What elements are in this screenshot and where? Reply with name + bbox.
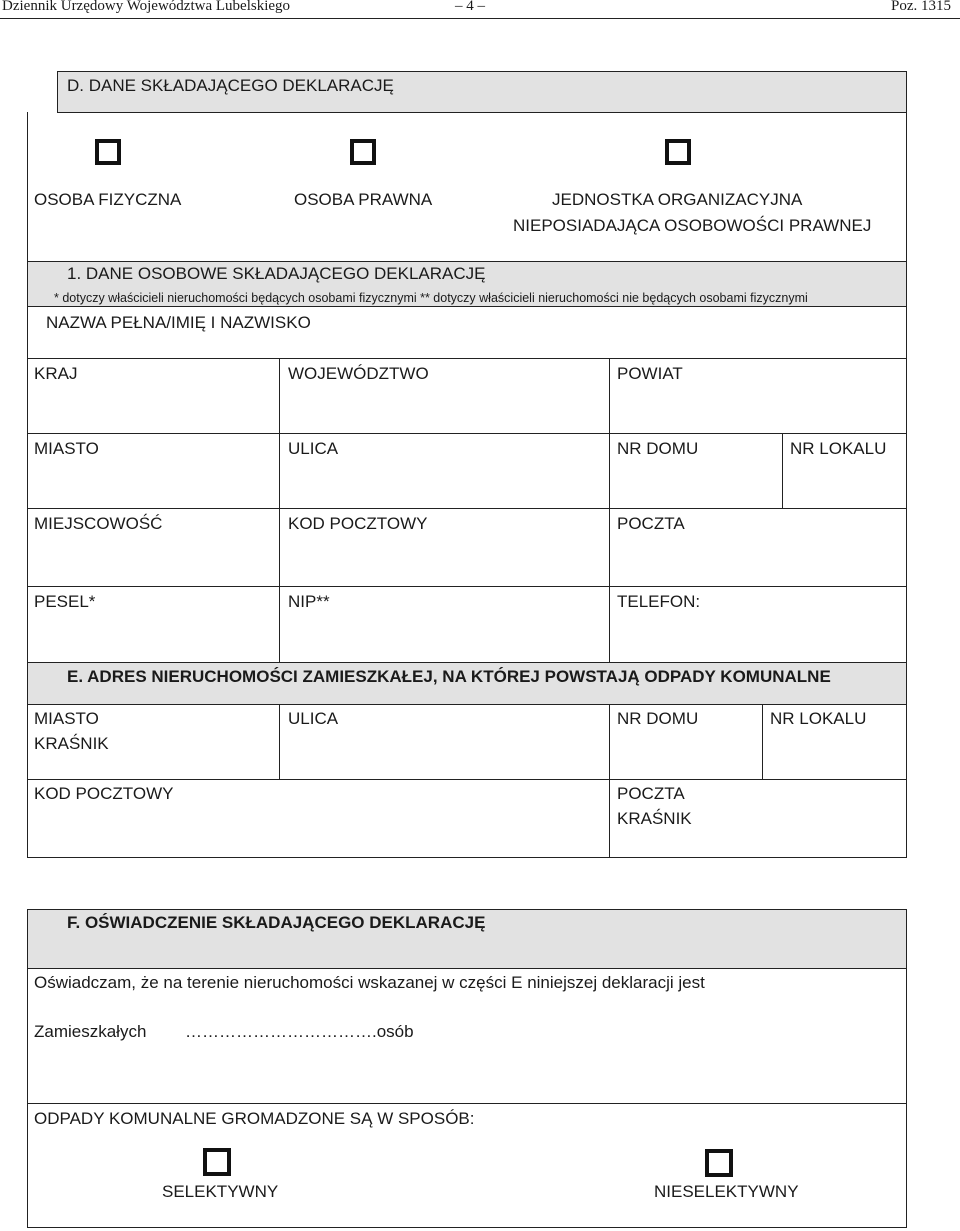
- option-osoba-fizyczna: OSOBA FIZYCZNA: [34, 190, 182, 209]
- checkbox-empty-icon[interactable]: [705, 1149, 733, 1177]
- kraj-label: KRAJ: [34, 364, 78, 383]
- journal-title: Dziennik Urzędowy Województwa Lubelskiego: [2, 0, 291, 14]
- telefon-label: TELEFON:: [617, 592, 701, 611]
- column-divider: [609, 358, 610, 663]
- statement-text: Oświadczam, że na terenie nieruchomości wskazanej w części E niniejszej deklaracji jest: [34, 973, 705, 992]
- header-divider: [0, 18, 960, 19]
- e-ulica-label: ULICA: [288, 709, 339, 728]
- row-divider: [27, 779, 907, 780]
- page-number: – 4 –: [455, 0, 485, 14]
- nip-label: NIP**: [288, 592, 330, 611]
- name-label: NAZWA PEŁNA/IMIĘ I NAZWISKO: [46, 313, 311, 332]
- miasto-label: MIASTO: [34, 439, 99, 458]
- e-kod-pocztowy-label: KOD POCZTOWY: [34, 784, 174, 803]
- column-divider: [609, 704, 610, 858]
- column-divider: [279, 358, 280, 663]
- e-nr-lokalu-label: NR LOKALU: [770, 709, 867, 728]
- e-miasto-value: KRAŚNIK: [34, 734, 109, 753]
- nr-domu-label: NR DOMU: [617, 439, 699, 458]
- nr-lokalu-label: NR LOKALU: [790, 439, 887, 458]
- column-divider: [762, 704, 763, 779]
- position-number: Poz. 1315: [891, 0, 951, 14]
- row-divider: [27, 358, 907, 359]
- checkbox-empty-icon[interactable]: [350, 139, 376, 165]
- section-f-title: F. OŚWIADCZENIE SKŁADAJĄCEGO DEKLARACJĘ: [67, 913, 486, 932]
- row-divider: [27, 433, 907, 434]
- column-divider: [782, 433, 783, 508]
- e-poczta-label: POCZTA: [617, 784, 685, 803]
- miejscowosc-label: MIEJSCOWOŚĆ: [34, 514, 163, 533]
- section-1-body: [27, 306, 907, 663]
- residents-count-field[interactable]: …………………………….osób: [185, 1022, 414, 1041]
- checkbox-empty-icon[interactable]: [95, 139, 121, 165]
- option-osoba-prawna: OSOBA PRAWNA: [294, 190, 433, 209]
- option-jednostka-line1: JEDNOSTKA ORGANIZACYJNA: [552, 190, 803, 209]
- section-e-title: E. ADRES NIERUCHOMOŚCI ZAMIESZKAŁEJ, NA KTÓREJ POWSTAJĄ ODPADY KOMUNALNE: [67, 667, 831, 686]
- kod-pocztowy-label: KOD POCZTOWY: [288, 514, 428, 533]
- e-nr-domu-label: NR DOMU: [617, 709, 699, 728]
- section-d-title: D. DANE SKŁADAJĄCEGO DEKLARACJĘ: [67, 76, 394, 95]
- checkbox-empty-icon[interactable]: [203, 1148, 231, 1176]
- e-poczta-value: KRAŚNIK: [617, 809, 692, 828]
- row-divider: [27, 586, 907, 587]
- option-jednostka-line2: NIEPOSIADAJĄCA OSOBOWOŚCI PRAWNEJ: [513, 216, 872, 235]
- residents-label: Zamieszkałych: [34, 1022, 147, 1041]
- option-selektywny: SELEKTYWNY: [162, 1182, 279, 1201]
- e-miasto-label: MIASTO: [34, 709, 99, 728]
- collection-label: ODPADY KOMUNALNE GROMADZONE SĄ W SPOSÓB:: [34, 1109, 475, 1128]
- column-divider: [279, 704, 280, 779]
- poczta-label: POCZTA: [617, 514, 685, 533]
- pesel-label: PESEL*: [34, 592, 96, 611]
- section-1-note: * dotyczy właścicieli nieruchomości będących osobami fizycznymi ** dotyczy właścicieli nieruchomości nie będących osobami fizycznymi: [54, 291, 808, 305]
- section-d-body: [27, 112, 907, 262]
- option-nieselektywny: NIESELEKTYWNY: [654, 1182, 799, 1201]
- section-1-title: 1. DANE OSOBOWE SKŁADAJĄCEGO DEKLARACJĘ: [67, 264, 486, 283]
- row-divider: [27, 508, 907, 509]
- wojewodztwo-label: WOJEWÓDZTWO: [288, 364, 429, 383]
- checkbox-empty-icon[interactable]: [665, 139, 691, 165]
- ulica-label: ULICA: [288, 439, 339, 458]
- powiat-label: POWIAT: [617, 364, 683, 383]
